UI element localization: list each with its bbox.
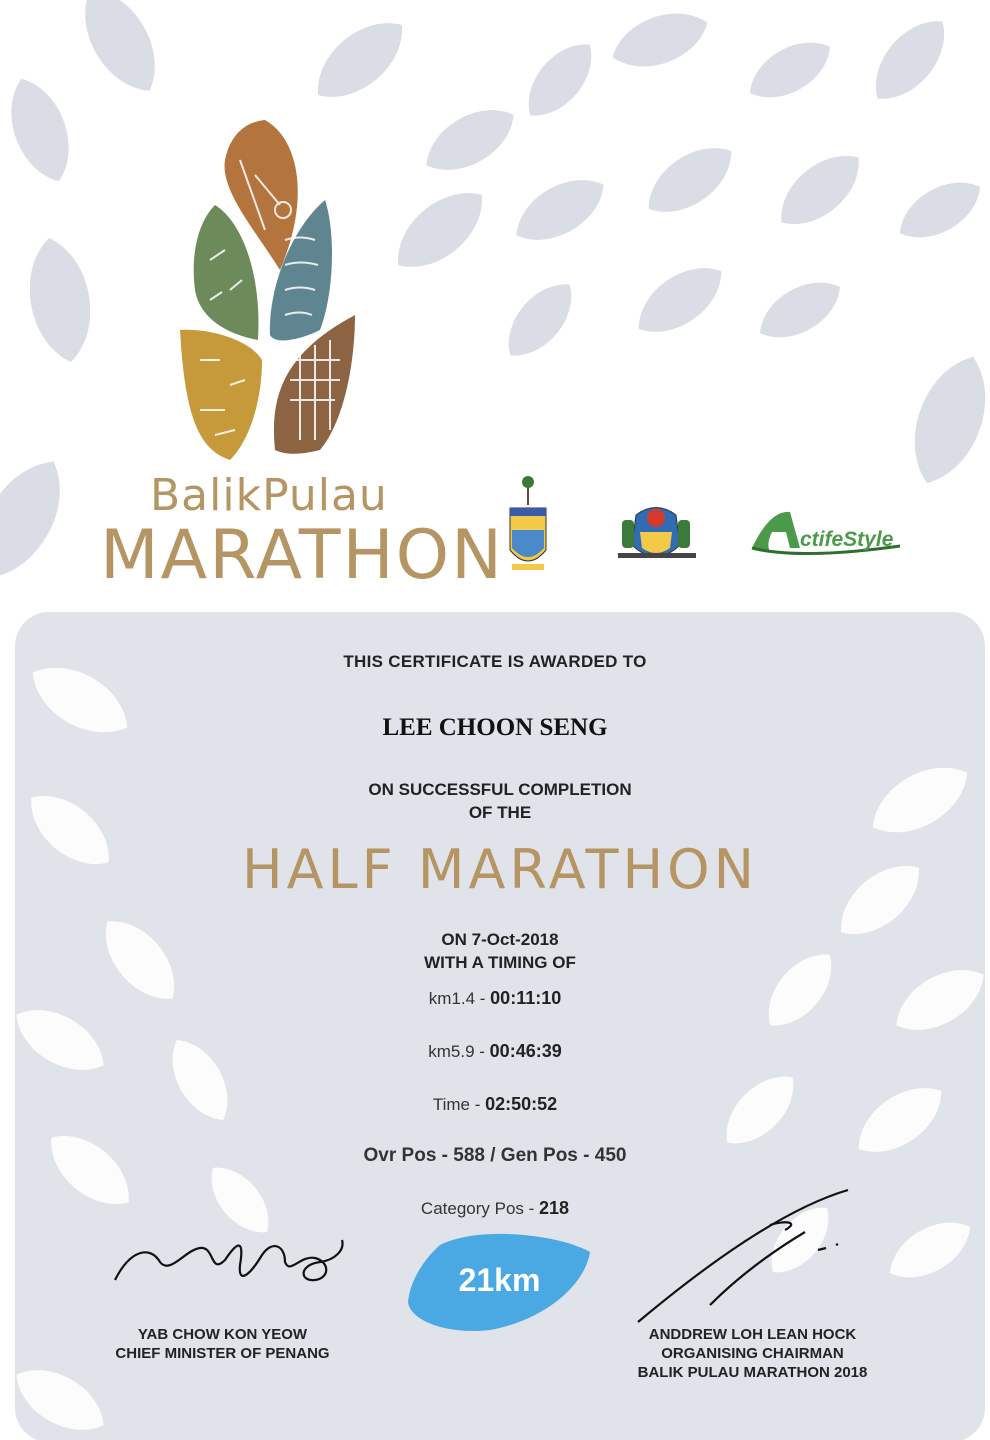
signatory-name: ANDDREW LOH LEAN HOCK	[648, 1326, 857, 1343]
split-label: km1.4 -	[428, 989, 491, 1008]
event-title: HALF MARATHON	[242, 838, 758, 901]
distance-badge-text: 21km	[458, 1262, 541, 1298]
split-value: 00:11:10	[490, 988, 562, 1008]
split-value: 00:46:39	[489, 1041, 562, 1061]
logo-title-line2: MARATHON	[100, 516, 504, 595]
recipient-name: LEE CHOON SENG	[382, 714, 608, 741]
actifestyle-logo-text: ctifeStyle	[800, 528, 894, 551]
category-value: 218	[539, 1198, 570, 1218]
penang-state-crest-icon	[510, 476, 546, 570]
awarded-heading: THIS CERTIFICATE IS AWARDED TO	[343, 652, 647, 671]
split-row	[0, 1094, 990, 1115]
category-row	[0, 1198, 990, 1219]
balik-pulau-logo-mosaic	[180, 120, 355, 460]
leaf-pattern-top	[0, 0, 990, 594]
event-date: ON 7-Oct-2018	[441, 930, 559, 949]
mbpp-crest-icon	[618, 508, 696, 559]
completion-line2: OF THE	[468, 803, 532, 822]
signatory-title: ORGANISING CHAIRMAN	[661, 1345, 844, 1362]
signatory-left	[95, 1325, 350, 1363]
split-value: 02:50:52	[485, 1094, 558, 1114]
split-label: km5.9 -	[428, 1042, 490, 1061]
date-timing-text	[0, 928, 990, 974]
logo-title-line1: BalikPulau	[150, 470, 388, 521]
category-label: Category Pos -	[420, 1199, 540, 1218]
split-row	[0, 988, 990, 1009]
completion-line1: ON SUCCESSFUL COMPLETION	[368, 780, 632, 799]
signatory-right	[615, 1325, 890, 1382]
split-label: Time -	[432, 1095, 486, 1114]
timing-heading: WITH A TIMING OF	[424, 953, 576, 972]
split-row	[0, 1041, 990, 1062]
completion-text	[0, 778, 990, 824]
signatory-title: BALIK PULAU MARATHON 2018	[637, 1364, 868, 1381]
signatory-name: YAB CHOW KON YEOW	[137, 1326, 308, 1343]
signatory-title: CHIEF MINISTER OF PENANG	[115, 1345, 330, 1362]
position-summary: Ovr Pos - 588 / Gen Pos - 450	[363, 1145, 627, 1166]
